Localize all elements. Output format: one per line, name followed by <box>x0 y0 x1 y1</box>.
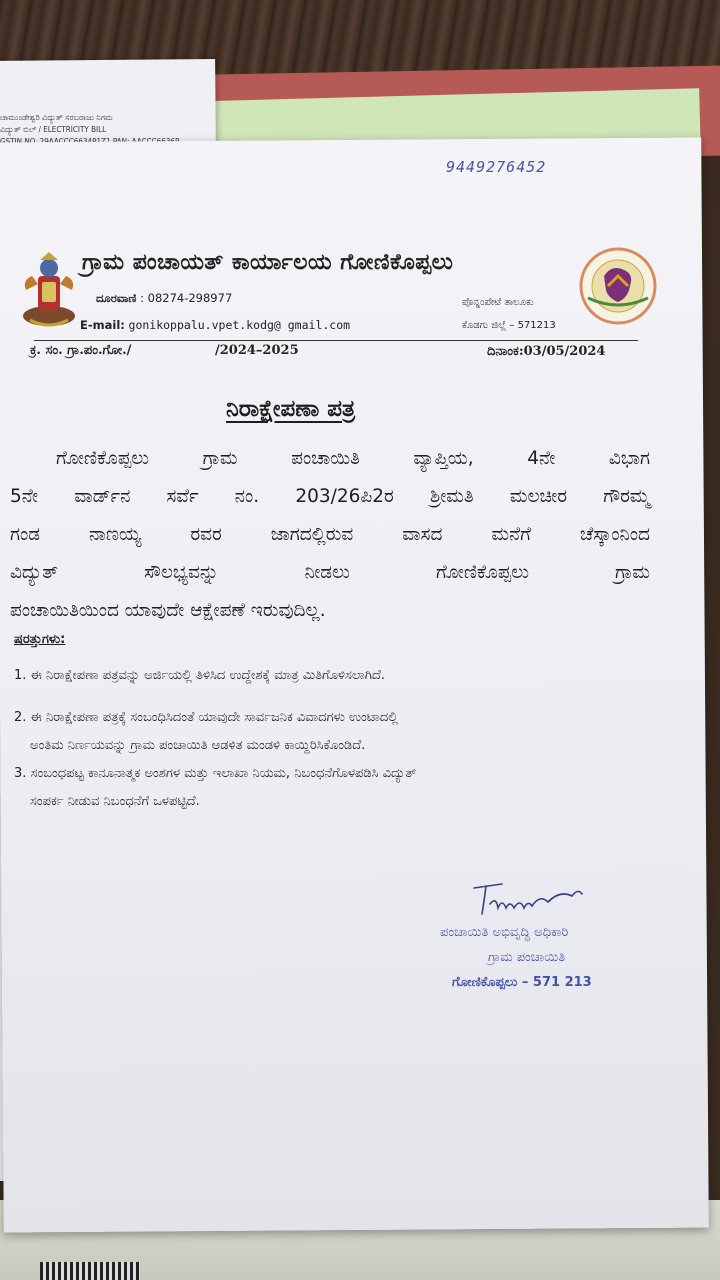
body-line-1: ಗೋಣಿಕೊಪ್ಪಲು ಗ್ರಾಮ ಪಂಚಾಯಿತಿ ವ್ಯಾಪ್ತಿಯ, 4ನೇ ವಿಭಾಗ <box>56 448 650 469</box>
barcode-fragment <box>40 1262 140 1280</box>
office-title: ಗ್ರಾಮ ಪಂಚಾಯತ್ ಕಾರ್ಯಾಲಯ ಗೋಣಿಕೊಪ್ಪಲು <box>82 250 454 275</box>
email-label: E-mail: <box>80 318 125 332</box>
condition-1-line-1: 1. ಈ ನಿರಾಕ್ಷೇಪಣಾ ಪತ್ರವನ್ನು ಅರ್ಜಿಯಲ್ಲಿ ತಿಳಿಸಿದ ಉದ್ದೇಶಕ್ಕೆ ಮಾತ್ರ ಮಿತಿಗೊಳಿಸಲಾಗಿದೆ. <box>14 668 386 683</box>
email-line <box>80 318 350 332</box>
condition-3-line-1: 3. ಸಂಬಂಧಪಟ್ಟ ಕಾನೂನಾತ್ಮಕ ಅಂಶಗಳ ಮತ್ತು ಇಲಾಖಾ ನಿಯಮ, ನಿಬಂಧನೆಗೊಳಪಡಿಸಿ ವಿದ್ಯುತ್ <box>14 766 417 781</box>
body-paragraph <box>10 440 650 630</box>
condition-2-line-2: ಅಂತಿಮ ನಿರ್ಣಯವನ್ನು ಗ್ರಾಮ ಪಂಚಾಯಿತಿ ಆಡಳಿತ ಮಂಡಳಿ ಕಾಯ್ದಿರಿಸಿಕೊಂಡಿದೆ. <box>30 738 366 753</box>
reference-year: /2024–2025 <box>215 343 299 358</box>
reference-number: ಕ್ರ. ಸಂ. ಗ್ರಾ.ಪಂ.ಗೋ./ <box>30 343 132 358</box>
letter-date: ದಿನಾಂಕ:03/05/2024 <box>487 344 606 359</box>
handwritten-phone-number: 9449276452 <box>446 158 547 176</box>
signatory-place: ಗೋಣಿಕೊಪ್ಪಲು – 571 213 <box>452 975 592 990</box>
bill-line-2: ವಿದ್ಯುತ್ ಬಿಲ್ / ELECTRICITY BILL <box>0 125 107 134</box>
condition-item <box>14 760 654 816</box>
body-line-3: ಗಂಡ ನಾಣಯ್ಯ ರವರ ಜಾಗದಲ್ಲಿರುವ ವಾಸದ ಮನೆಗೆ ಚೆಸ್ಕಾಂನಿಂದ <box>10 524 650 545</box>
gram-panchayat-logo-icon <box>578 246 658 326</box>
phone-value: : 08274-298977 <box>140 291 233 305</box>
document-title: ನಿರಾಕ್ಷೇಪಣಾ ಪತ್ರ <box>226 396 356 422</box>
condition-item <box>14 662 654 690</box>
signatory-office: ಗ್ರಾಮ ಪಂಚಾಯಿತಿ <box>488 950 566 965</box>
conditions-list <box>14 662 654 830</box>
body-line-4: ವಿದ್ಯುತ್ ಸೌಲಭ್ಯವನ್ನು ನೀಡಲು ಗೋಣಿಕೊಪ್ಪಲು ಗ್ರಾಮ <box>10 562 650 583</box>
header-divider <box>34 340 638 341</box>
phone-label: ದೂರವಾಣಿ <box>96 291 137 305</box>
bill-line-1: ಚಾಮುಂಡೇಶ್ವರಿ ವಿದ್ಯುತ್ ಸರಬರಾಜು ನಿಗಮ <box>0 113 113 122</box>
signatory-block <box>440 920 592 995</box>
handwritten-signature <box>468 874 588 924</box>
body-line-2: 5ನೇ ವಾರ್ಡ್‌ನ ಸರ್ವೆ ನಂ. 203/26ಪಿ2ರ ಶ್ರೀಮತಿ ಮಲಚೀರ ಗೌರಮ್ಮ <box>10 486 650 507</box>
condition-2-line-1: 2. ಈ ನಿರಾಕ್ಷೇಪಣಾ ಪತ್ರಕ್ಕೆ ಸಂಬಂಧಿಸಿದಂತೆ ಯಾವುದೇ ಸಾರ್ವಜನಿಕ ವಿವಾದಗಳು ಉಂಟಾದಲ್ಲಿ <box>14 710 399 725</box>
conditions-heading: ಷರತ್ತುಗಳು: <box>14 632 66 647</box>
body-line-5: ಪಂಚಾಯಿತಿಯಿಂದ ಯಾವುದೇ ಆಕ್ಷೇಪಣೆ ಇರುವುದಿಲ್ಲ. <box>10 600 326 621</box>
district-text: ಕೊಡಗು ಜಿಲ್ಲೆ – 571213 <box>462 320 556 331</box>
signatory-designation: ಪಂಚಾಯಿತಿ ಅಭಿವೃದ್ಧಿ ಅಧಿಕಾರಿ <box>440 925 569 940</box>
condition-item <box>14 704 654 760</box>
phone-line <box>96 291 232 306</box>
condition-3-line-2: ಸಂಪರ್ಕ ನೀಡುವ ನಿಬಂಧನೆಗೆ ಒಳಪಟ್ಟಿದೆ. <box>30 794 200 809</box>
email-value: gonikoppalu.vpet.kodg@ gmail.com <box>128 318 351 332</box>
karnataka-emblem-icon <box>18 250 80 330</box>
taluk-text: ಪೊನ್ನಂಪೇಟೆ ತಾಲೂಕು <box>462 297 534 308</box>
